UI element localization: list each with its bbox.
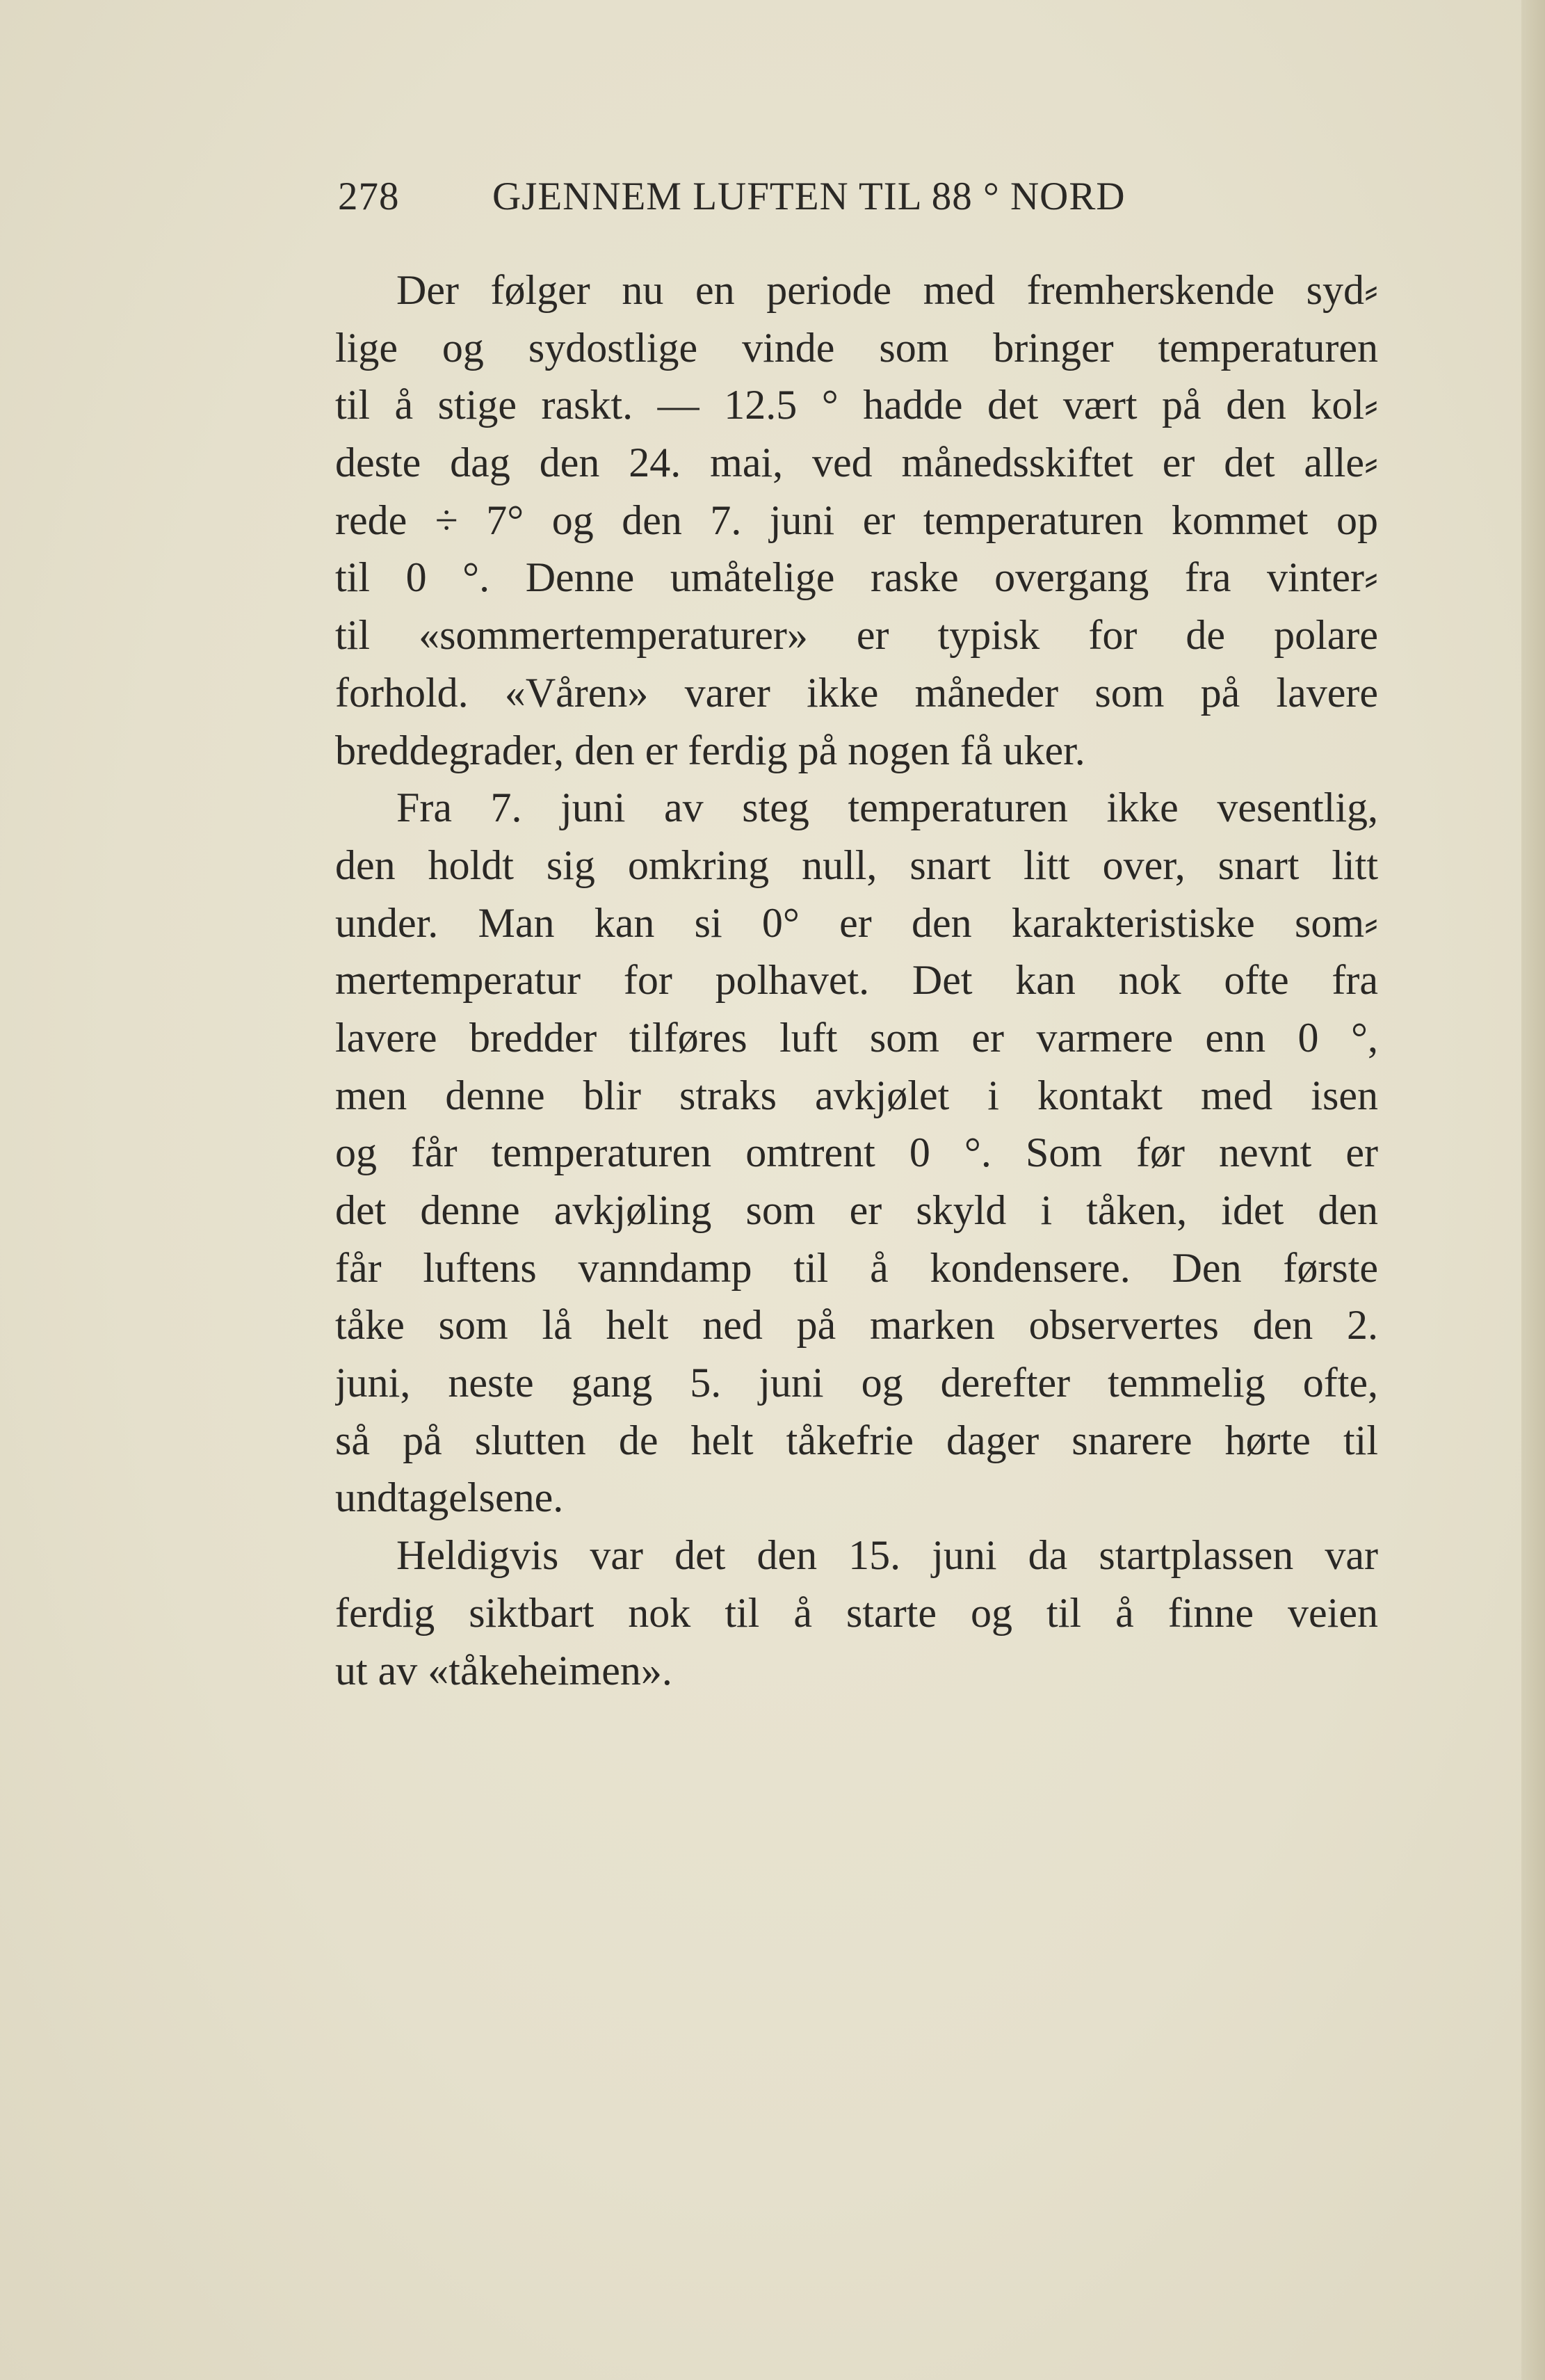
text-line: mertemperatur for polhavet. Det kan nok ofte fra xyxy=(335,957,1378,1004)
text-line: til 0 °. Denne umåtelige raske overgang fra vinter⸗ xyxy=(335,554,1378,601)
text-line: til «sommertemperaturer» er typisk for de polare xyxy=(335,612,1378,659)
text-line: så på slutten de helt tåkefrie dager snarere hørte til xyxy=(335,1417,1378,1463)
text-line: ut av «tåkeheimen». xyxy=(335,1647,672,1694)
text-line: undtagelsene. xyxy=(335,1474,564,1521)
text-line: tåke som lå helt ned på marken observertes den 2. xyxy=(335,1302,1378,1349)
page-number: 278 xyxy=(338,175,400,218)
text-line: lavere bredder tilføres luft som er varmere enn 0 °, xyxy=(335,1014,1378,1061)
text-line: Der følger nu en periode med fremherskende syd⸗ xyxy=(396,267,1378,313)
text-line: til å stige raskt. — 12.5 ° hadde det vært på den kol⸗ xyxy=(335,382,1378,428)
text-line: breddegrader, den er ferdig på nogen få uker. xyxy=(335,727,1085,773)
text-line: det denne avkjøling som er skyld i tåken, idet den xyxy=(335,1187,1378,1233)
page-header xyxy=(338,174,1381,236)
text-line: under. Man kan si 0° er den karakteristiske som⸗ xyxy=(335,899,1378,946)
text-line: forhold. «Våren» varer ikke måneder som på lavere xyxy=(335,669,1378,716)
text-line: deste dag den 24. mai, ved månedsskiftet er det alle⸗ xyxy=(335,440,1378,486)
text-line: ferdig siktbart nok til å starte og til å finne veien xyxy=(335,1589,1378,1636)
text-line: Fra 7. juni av steg temperaturen ikke vesentlig, xyxy=(396,785,1378,831)
text-line: og får temperaturen omtrent 0 °. Som før nevnt er xyxy=(335,1129,1378,1176)
text-line: lige og sydostlige vinde som bringer temperaturen xyxy=(335,324,1378,371)
text-line: den holdt sig omkring null, snart litt over, snart litt xyxy=(335,842,1378,888)
text-line: Heldigvis var det den 15. juni da startplassen var xyxy=(396,1532,1378,1579)
text-line: rede ÷ 7° og den 7. juni er temperaturen kommet op xyxy=(335,497,1378,543)
page-edge xyxy=(1521,0,1545,2380)
text-line: får luftens vanndamp til å kondensere. Den første xyxy=(335,1244,1378,1291)
body-text xyxy=(335,262,1378,1699)
text-line: men denne blir straks avkjølet i kontakt med isen xyxy=(335,1072,1378,1118)
text-line: juni, neste gang 5. juni og derefter temmelig ofte, xyxy=(335,1360,1378,1406)
running-title: GJENNEM LUFTEN TIL 88 ° NORD xyxy=(492,175,1126,218)
